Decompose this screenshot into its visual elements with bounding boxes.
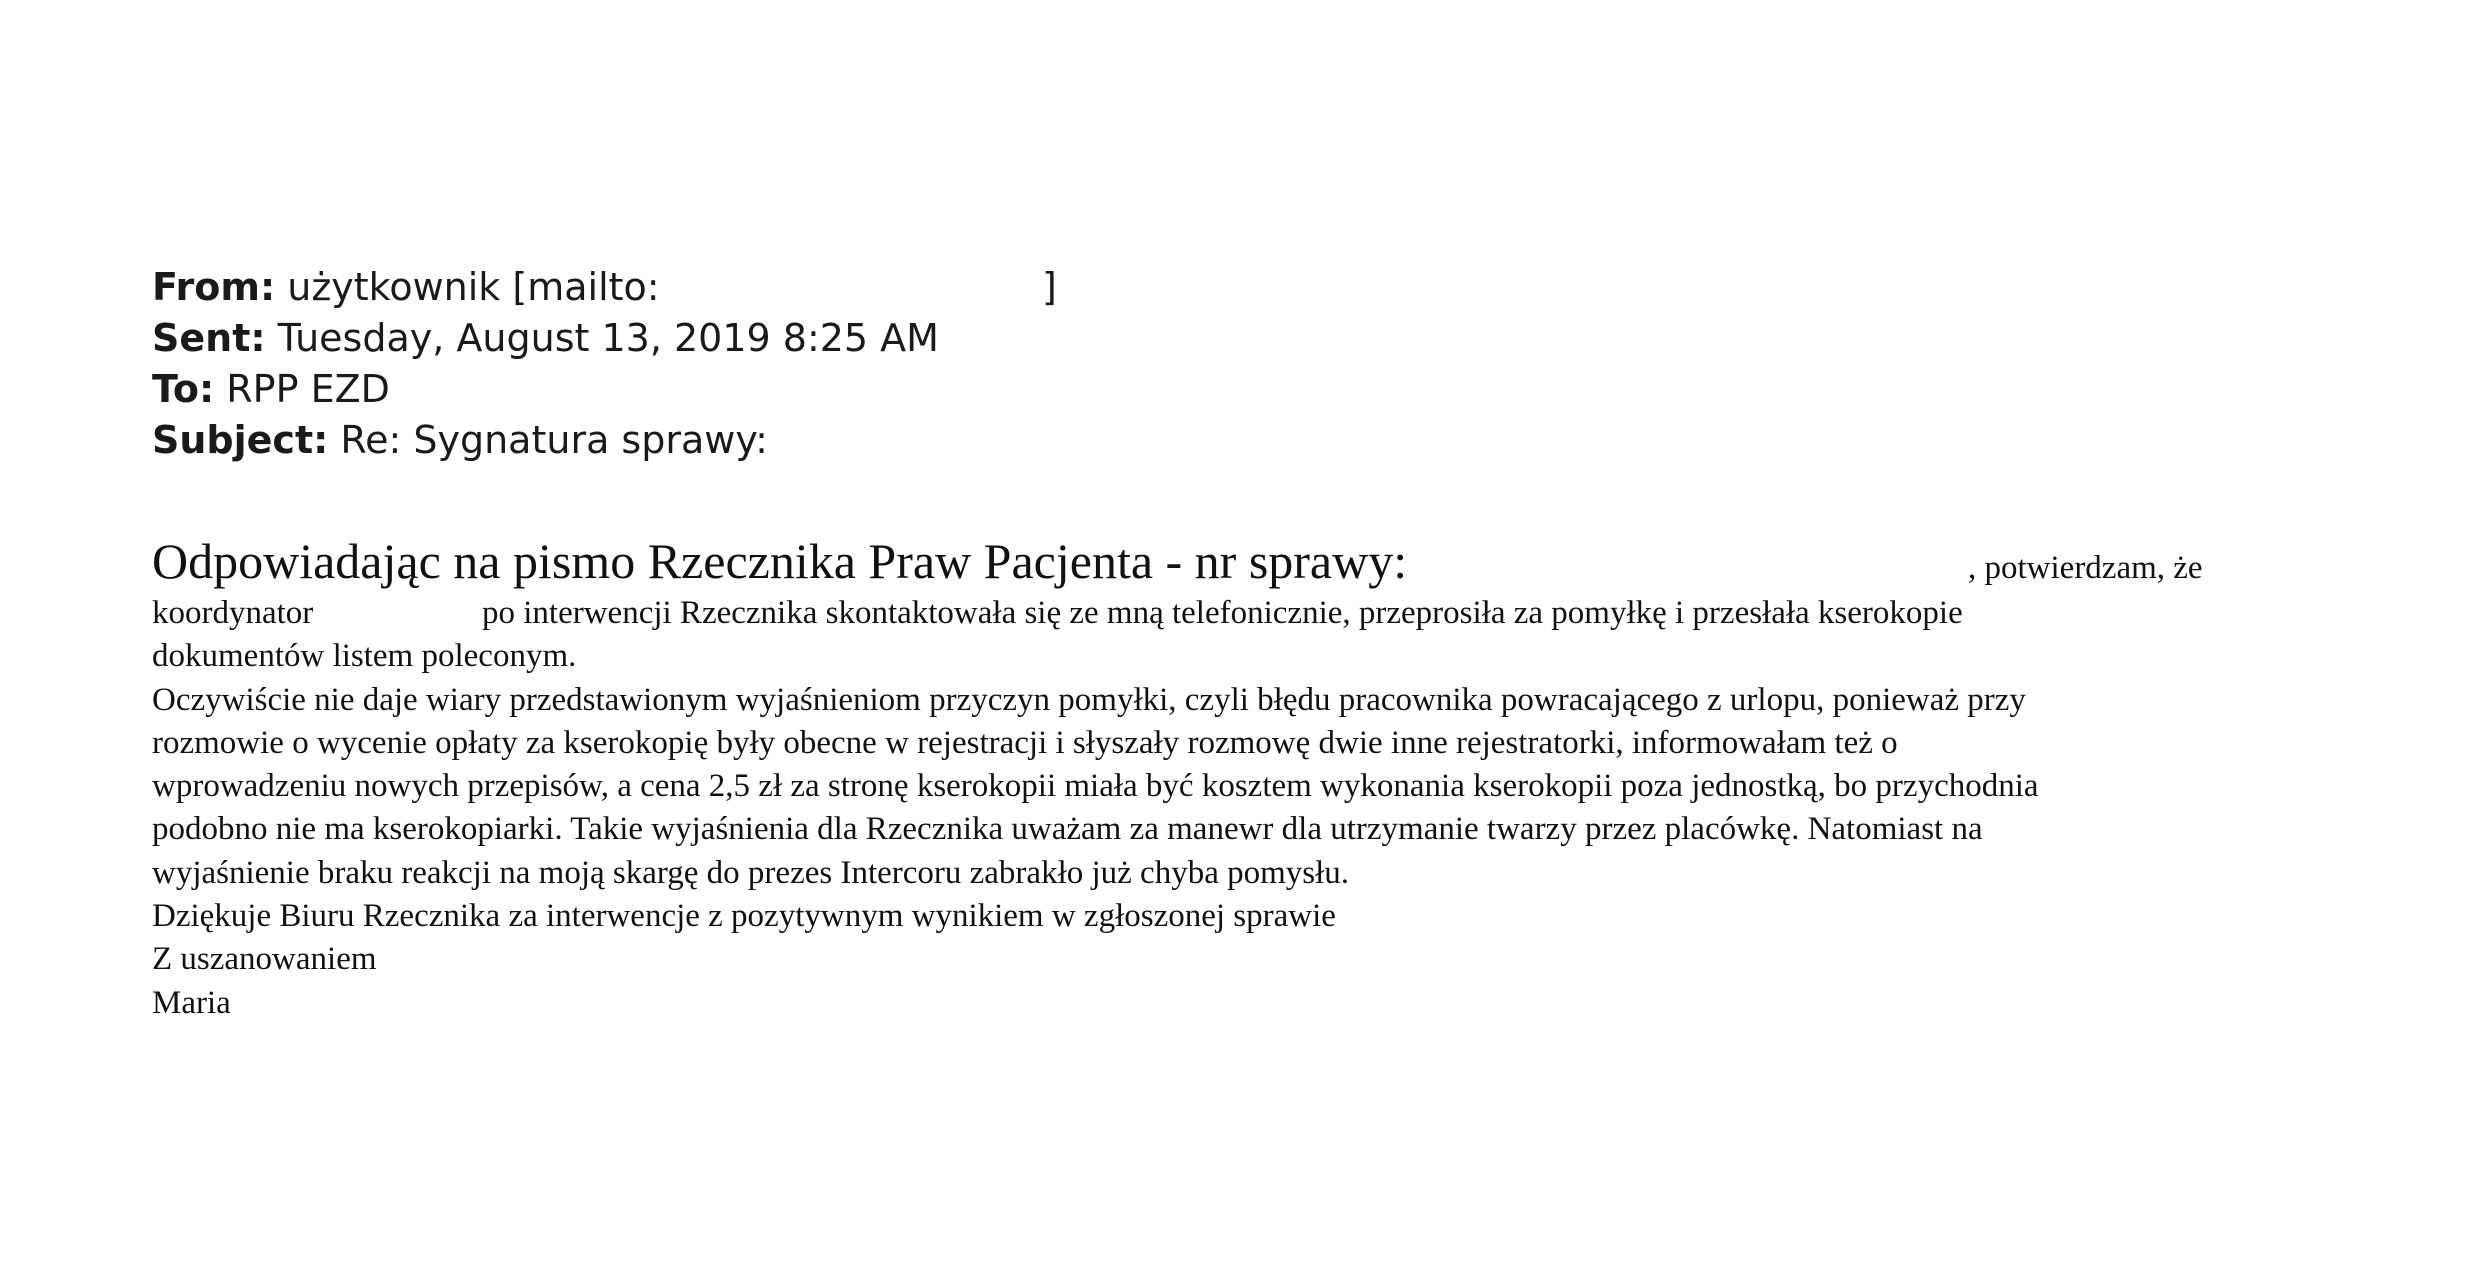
intro-small-text: , potwierdzam, że bbox=[1968, 550, 2203, 586]
from-line bbox=[152, 262, 1057, 313]
signature-line: Maria bbox=[152, 984, 231, 1021]
sent-value: Tuesday, August 13, 2019 8:25 AM bbox=[277, 316, 939, 360]
to-label: To: bbox=[152, 367, 215, 411]
subject-line bbox=[152, 415, 939, 466]
email-body bbox=[152, 530, 2203, 1025]
body-line: Oczywiście nie daje wiary przedstawionym wyjaśnieniom przyczyn pomyłki, czyli błędu pracownika powracającego z urlopu, ponieważ przy bbox=[152, 681, 2026, 718]
intro-line bbox=[152, 530, 2203, 592]
from-value: użytkownik [mailto: bbox=[287, 265, 660, 309]
body-line: rozmowie o wycenie opłaty za kserokopię były obecne w rejestracji i słyszały rozmowę dwie inne rejestratorki, informowałam też o bbox=[152, 724, 1898, 761]
to-value: RPP EZD bbox=[226, 367, 390, 411]
to-line bbox=[152, 364, 939, 415]
body-line: podobno nie ma kserokopiarki. Takie wyjaśnienia dla Rzecznika uważam za manewr dla utrzymanie twarzy przez placówkę. Natomiast na bbox=[152, 811, 1983, 848]
closing-line: Z uszanowaniem bbox=[152, 941, 377, 978]
body-line: wprowadzeniu nowych przepisów, a cena 2,5 zł za stronę kserokopii miała być kosztem wykonania kserokopii poza jednostką, bo przychodnia bbox=[152, 768, 2039, 805]
coordinator-text: po interwencji Rzecznika skontaktowała się ze mną telefonicznie, przeprosiła za pomyłkę i przesłała kserokopie bbox=[482, 595, 1963, 631]
body-line: wyjaśnienie braku reakcji na moją skargę do prezes Intercoru zabrakło już chyba pomysłu. bbox=[152, 854, 1350, 891]
subject-label: Subject: bbox=[152, 418, 329, 462]
body-line: dokumentów listem poleconym. bbox=[152, 638, 577, 675]
email-header bbox=[152, 262, 1057, 466]
sent-line bbox=[152, 313, 939, 364]
subject-value: Re: Sygnatura sprawy: bbox=[340, 418, 768, 462]
from-label: From: bbox=[152, 265, 276, 309]
sent-label: Sent: bbox=[152, 316, 266, 360]
coordinator-line bbox=[152, 592, 2039, 635]
body-line: Dziękuje Biuru Rzecznika za interwencje z pozytywnym wynikiem w zgłoszonej sprawie bbox=[152, 898, 1336, 935]
coordinator-label: koordynator bbox=[152, 595, 314, 631]
intro-large-text: Odpowiadając na pismo Rzecznika Praw Pacjenta - nr sprawy: bbox=[152, 533, 1408, 589]
from-mailto-close: ] bbox=[1042, 265, 1057, 309]
